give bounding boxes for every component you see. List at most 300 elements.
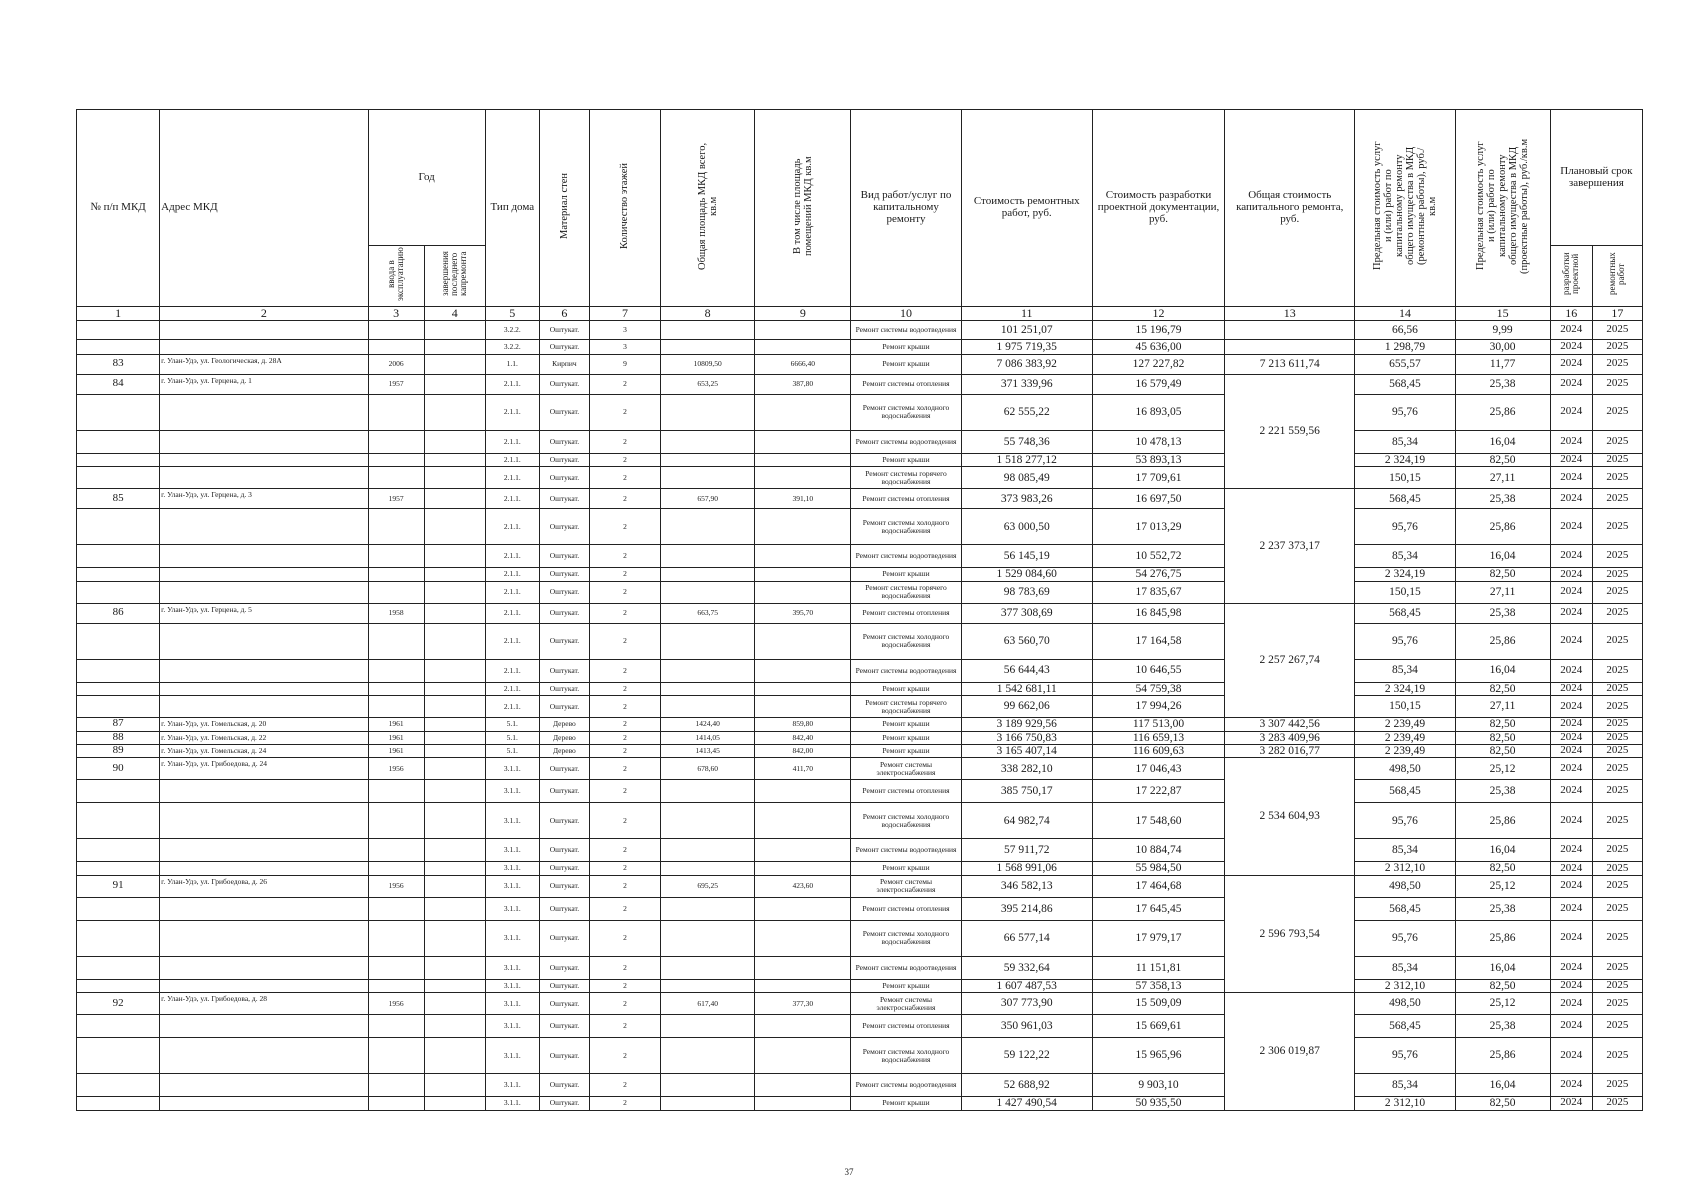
year-last-repair-cell <box>424 780 485 803</box>
wall-material-cell: Оштукат. <box>539 509 589 545</box>
term-design-cell: 2024 <box>1550 1038 1592 1074</box>
column-number: 12 <box>1092 306 1224 320</box>
table-row <box>77 603 1643 623</box>
limit-design-cell: 25,38 <box>1455 374 1550 394</box>
header-floors: Количество этажей <box>589 110 660 307</box>
work-type-cell: Ремонт системы отопления <box>851 603 961 623</box>
wall-material-cell: Оштукат. <box>539 467 589 489</box>
year-commissioning-cell <box>368 979 424 992</box>
total-cost-cell: 3 283 409,96 <box>1225 731 1355 744</box>
premises-area-cell <box>755 1097 851 1110</box>
design-cost-cell: 16 579,49 <box>1092 374 1224 394</box>
term-design-cell: 2024 <box>1550 603 1592 623</box>
year-commissioning-cell <box>368 581 424 603</box>
repair-cost-cell: 63 560,70 <box>961 623 1092 659</box>
address-cell <box>160 1015 368 1038</box>
repair-cost-cell: 52 688,92 <box>961 1074 1092 1097</box>
wall-material-cell: Оштукат. <box>539 581 589 603</box>
term-repair-cell: 2025 <box>1592 875 1642 897</box>
year-last-repair-cell <box>424 1038 485 1074</box>
house-type-cell: 2.1.1. <box>485 581 539 603</box>
limit-repair-cell: 85,34 <box>1355 430 1455 453</box>
term-design-cell: 2024 <box>1550 780 1592 803</box>
design-cost-cell: 127 227,82 <box>1092 354 1224 374</box>
column-number: 11 <box>961 306 1092 320</box>
limit-design-cell: 25,86 <box>1455 920 1550 956</box>
premises-area-cell <box>755 430 851 453</box>
year-commissioning-cell: 1961 <box>368 731 424 744</box>
term-design-cell: 2024 <box>1550 581 1592 603</box>
premises-area-cell <box>755 682 851 695</box>
limit-design-cell: 16,04 <box>1455 839 1550 862</box>
work-type-cell: Ремонт системы электроснабжения <box>851 875 961 897</box>
page-number: 37 <box>844 1167 854 1177</box>
limit-design-cell: 27,11 <box>1455 696 1550 718</box>
wall-material-cell: Оштукат. <box>539 696 589 718</box>
mkd-number-cell <box>77 1015 160 1038</box>
term-repair-cell: 2025 <box>1592 803 1642 839</box>
year-commissioning-cell <box>368 956 424 979</box>
term-design-cell: 2024 <box>1550 1097 1592 1110</box>
address-cell <box>160 780 368 803</box>
term-design-cell: 2024 <box>1550 453 1592 466</box>
premises-area-cell <box>755 581 851 603</box>
mkd-number-cell <box>77 979 160 992</box>
limit-repair-cell: 66,56 <box>1355 320 1455 339</box>
mkd-number-cell: 89 <box>77 744 160 757</box>
table-row <box>77 394 1643 430</box>
year-commissioning-cell <box>368 862 424 875</box>
repair-cost-cell: 1 529 084,60 <box>961 568 1092 581</box>
house-type-cell: 2.1.1. <box>485 623 539 659</box>
limit-design-cell: 82,50 <box>1455 682 1550 695</box>
repair-cost-cell: 307 773,90 <box>961 993 1092 1015</box>
year-last-repair-cell <box>424 603 485 623</box>
limit-repair-cell: 2 312,10 <box>1355 862 1455 875</box>
address-cell: г. Улан-Удэ, ул. Грибоедова, д. 28 <box>160 993 368 1015</box>
mkd-number-cell <box>77 862 160 875</box>
mkd-number-cell <box>77 956 160 979</box>
repair-cost-cell: 371 339,96 <box>961 374 1092 394</box>
address-cell <box>160 956 368 979</box>
floors-cell: 3 <box>589 339 660 354</box>
house-type-cell: 3.1.1. <box>485 839 539 862</box>
design-cost-cell: 17 013,29 <box>1092 509 1224 545</box>
wall-material-cell: Оштукат. <box>539 897 589 920</box>
table-row <box>77 1097 1643 1110</box>
floors-cell: 2 <box>589 623 660 659</box>
wall-material-cell: Оштукат. <box>539 568 589 581</box>
year-last-repair-cell <box>424 374 485 394</box>
work-type-cell: Ремонт системы горячего водоснабжения <box>851 467 961 489</box>
premises-area-cell <box>755 623 851 659</box>
term-repair-cell: 2025 <box>1592 758 1642 780</box>
term-repair-cell: 2025 <box>1592 920 1642 956</box>
repair-cost-cell: 57 911,72 <box>961 839 1092 862</box>
header-mkd-number: № п/п МКД <box>77 110 160 307</box>
year-commissioning-cell: 2006 <box>368 354 424 374</box>
year-commissioning-cell: 1956 <box>368 875 424 897</box>
mkd-number-cell <box>77 780 160 803</box>
address-cell <box>160 682 368 695</box>
work-type-cell: Ремонт системы водоотведения <box>851 956 961 979</box>
total-area-cell <box>661 780 755 803</box>
address-cell: г. Улан-Удэ, ул. Геологическая, д. 28А <box>160 354 368 374</box>
term-design-cell: 2024 <box>1550 394 1592 430</box>
total-area-cell: 678,60 <box>661 758 755 780</box>
header-limit-design: Предельная стоимость услуг и (или) работ по капитальному ремонту общего имущества в МКД (проектные работы), руб./кв.м <box>1455 110 1550 307</box>
limit-repair-cell: 2 324,19 <box>1355 682 1455 695</box>
term-design-cell: 2024 <box>1550 320 1592 339</box>
table-row <box>77 489 1643 509</box>
year-last-repair-cell <box>424 659 485 682</box>
term-design-cell: 2024 <box>1550 1074 1592 1097</box>
repair-cost-cell: 98 085,49 <box>961 467 1092 489</box>
limit-repair-cell: 498,50 <box>1355 758 1455 780</box>
premises-area-cell <box>755 545 851 568</box>
work-type-cell: Ремонт системы отопления <box>851 374 961 394</box>
term-repair-cell: 2025 <box>1592 897 1642 920</box>
year-last-repair-cell <box>424 920 485 956</box>
year-last-repair-cell <box>424 979 485 992</box>
work-type-cell: Ремонт системы холодного водоснабжения <box>851 623 961 659</box>
term-design-cell: 2024 <box>1550 545 1592 568</box>
premises-area-cell <box>755 920 851 956</box>
floors-cell: 2 <box>589 682 660 695</box>
floors-cell: 2 <box>589 897 660 920</box>
premises-area-cell <box>755 956 851 979</box>
address-cell <box>160 453 368 466</box>
year-commissioning-cell <box>368 623 424 659</box>
floors-cell: 2 <box>589 489 660 509</box>
wall-material-cell: Кирпич <box>539 354 589 374</box>
limit-repair-cell: 150,15 <box>1355 581 1455 603</box>
total-area-cell: 657,90 <box>661 489 755 509</box>
work-type-cell: Ремонт системы холодного водоснабжения <box>851 1038 961 1074</box>
repair-cost-cell: 99 662,06 <box>961 696 1092 718</box>
header-planned-term: Плановый срок завершения <box>1550 110 1642 246</box>
header-address: Адрес МКД <box>160 110 368 307</box>
address-cell <box>160 803 368 839</box>
year-commissioning-cell <box>368 659 424 682</box>
repair-cost-cell: 64 982,74 <box>961 803 1092 839</box>
header-repair-cost: Стоимость ремонтных работ, руб. <box>961 110 1092 307</box>
mkd-number-cell: 90 <box>77 758 160 780</box>
year-commissioning-cell <box>368 920 424 956</box>
wall-material-cell: Оштукат. <box>539 430 589 453</box>
limit-design-cell: 11,77 <box>1455 354 1550 374</box>
year-commissioning-cell: 1958 <box>368 603 424 623</box>
repair-cost-cell: 395 214,86 <box>961 897 1092 920</box>
year-commissioning-cell <box>368 1015 424 1038</box>
column-number: 14 <box>1355 306 1455 320</box>
repair-cost-cell: 59 122,22 <box>961 1038 1092 1074</box>
floors-cell: 2 <box>589 374 660 394</box>
work-type-cell: Ремонт системы отопления <box>851 489 961 509</box>
house-type-cell: 2.1.1. <box>485 374 539 394</box>
table-row <box>77 956 1643 979</box>
mkd-number-cell: 84 <box>77 374 160 394</box>
wall-material-cell: Оштукат. <box>539 545 589 568</box>
address-cell <box>160 509 368 545</box>
limit-repair-cell: 568,45 <box>1355 489 1455 509</box>
premises-area-cell <box>755 320 851 339</box>
house-type-cell: 3.1.1. <box>485 956 539 979</box>
house-type-cell: 2.1.1. <box>485 603 539 623</box>
limit-design-cell: 27,11 <box>1455 581 1550 603</box>
table-row <box>77 320 1643 339</box>
year-last-repair-cell <box>424 623 485 659</box>
total-cost-cell: 2 596 793,54 <box>1225 875 1355 992</box>
floors-cell: 2 <box>589 603 660 623</box>
premises-area-cell: 395,70 <box>755 603 851 623</box>
column-number: 4 <box>424 306 485 320</box>
term-repair-cell: 2025 <box>1592 682 1642 695</box>
year-commissioning-cell <box>368 568 424 581</box>
limit-design-cell: 27,11 <box>1455 467 1550 489</box>
mkd-number-cell <box>77 568 160 581</box>
premises-area-cell <box>755 453 851 466</box>
year-commissioning-cell: 1957 <box>368 374 424 394</box>
premises-area-cell <box>755 1074 851 1097</box>
mkd-number-cell <box>77 682 160 695</box>
total-area-cell <box>661 1074 755 1097</box>
column-number: 6 <box>539 306 589 320</box>
wall-material-cell: Оштукат. <box>539 374 589 394</box>
year-last-repair-cell <box>424 1097 485 1110</box>
premises-area-cell: 387,80 <box>755 374 851 394</box>
year-commissioning-cell: 1956 <box>368 993 424 1015</box>
column-number: 5 <box>485 306 539 320</box>
limit-repair-cell: 568,45 <box>1355 374 1455 394</box>
limit-design-cell: 25,86 <box>1455 509 1550 545</box>
house-type-cell: 2.1.1. <box>485 659 539 682</box>
wall-material-cell: Оштукат. <box>539 920 589 956</box>
address-cell <box>160 430 368 453</box>
table-row <box>77 803 1643 839</box>
design-cost-cell: 11 151,81 <box>1092 956 1224 979</box>
wall-material-cell: Оштукат. <box>539 320 589 339</box>
floors-cell: 2 <box>589 803 660 839</box>
floors-cell: 2 <box>589 1038 660 1074</box>
floors-cell: 2 <box>589 979 660 992</box>
header-design-cost: Стоимость разработки проектной документации, руб. <box>1092 110 1224 307</box>
term-design-cell: 2024 <box>1550 839 1592 862</box>
table-row <box>77 659 1643 682</box>
column-number: 17 <box>1592 306 1642 320</box>
limit-design-cell: 25,86 <box>1455 394 1550 430</box>
floors-cell: 2 <box>589 744 660 757</box>
term-repair-cell: 2025 <box>1592 545 1642 568</box>
address-cell <box>160 696 368 718</box>
year-commissioning-cell: 1961 <box>368 718 424 731</box>
house-type-cell: 3.1.1. <box>485 1015 539 1038</box>
limit-design-cell: 9,99 <box>1455 320 1550 339</box>
year-commissioning-cell <box>368 467 424 489</box>
year-last-repair-cell <box>424 696 485 718</box>
limit-design-cell: 25,12 <box>1455 875 1550 897</box>
limit-design-cell: 82,50 <box>1455 718 1550 731</box>
mkd-number-cell <box>77 920 160 956</box>
limit-repair-cell: 85,34 <box>1355 1074 1455 1097</box>
wall-material-cell: Оштукат. <box>539 1097 589 1110</box>
repair-cost-cell: 1 427 490,54 <box>961 1097 1092 1110</box>
wall-material-cell: Оштукат. <box>539 956 589 979</box>
term-design-cell: 2024 <box>1550 467 1592 489</box>
work-type-cell: Ремонт крыши <box>851 453 961 466</box>
year-last-repair-cell <box>424 320 485 339</box>
address-cell: г. Улан-Удэ, ул. Грибоедова, д. 26 <box>160 875 368 897</box>
design-cost-cell: 10 646,55 <box>1092 659 1224 682</box>
work-type-cell: Ремонт системы холодного водоснабжения <box>851 509 961 545</box>
limit-repair-cell: 85,34 <box>1355 839 1455 862</box>
design-cost-cell: 45 636,00 <box>1092 339 1224 354</box>
term-repair-cell: 2025 <box>1592 374 1642 394</box>
table-row <box>77 1074 1643 1097</box>
limit-repair-cell: 568,45 <box>1355 603 1455 623</box>
column-number: 8 <box>661 306 755 320</box>
wall-material-cell: Оштукат. <box>539 1038 589 1074</box>
term-repair-cell: 2025 <box>1592 509 1642 545</box>
work-type-cell: Ремонт системы отопления <box>851 1015 961 1038</box>
table-row <box>77 430 1643 453</box>
mkd-number-cell <box>77 696 160 718</box>
design-cost-cell: 116 609,63 <box>1092 744 1224 757</box>
total-area-cell <box>661 581 755 603</box>
premises-area-cell <box>755 394 851 430</box>
house-type-cell: 1.1. <box>485 354 539 374</box>
work-type-cell: Ремонт крыши <box>851 568 961 581</box>
header-total-area: Общая площадь МКД всего, кв.м <box>661 110 755 307</box>
premises-area-cell <box>755 339 851 354</box>
year-commissioning-cell <box>368 682 424 695</box>
floors-cell: 2 <box>589 1074 660 1097</box>
year-last-repair-cell <box>424 545 485 568</box>
repair-cost-cell: 1 568 991,06 <box>961 862 1092 875</box>
house-type-cell: 2.1.1. <box>485 696 539 718</box>
work-type-cell: Ремонт системы холодного водоснабжения <box>851 920 961 956</box>
limit-design-cell: 16,04 <box>1455 956 1550 979</box>
table-row <box>77 744 1643 757</box>
repair-cost-cell: 3 189 929,56 <box>961 718 1092 731</box>
year-commissioning-cell <box>368 453 424 466</box>
year-commissioning-cell <box>368 1097 424 1110</box>
table-row <box>77 509 1643 545</box>
floors-cell: 2 <box>589 453 660 466</box>
wall-material-cell: Оштукат. <box>539 682 589 695</box>
wall-material-cell: Оштукат. <box>539 623 589 659</box>
mkd-number-cell <box>77 339 160 354</box>
total-area-cell <box>661 862 755 875</box>
year-last-repair-cell <box>424 509 485 545</box>
limit-repair-cell: 498,50 <box>1355 875 1455 897</box>
year-last-repair-cell <box>424 862 485 875</box>
work-type-cell: Ремонт системы холодного водоснабжения <box>851 394 961 430</box>
premises-area-cell: 411,70 <box>755 758 851 780</box>
wall-material-cell: Оштукат. <box>539 453 589 466</box>
header-wall-material: Материал стен <box>539 110 589 307</box>
work-type-cell: Ремонт системы горячего водоснабжения <box>851 581 961 603</box>
table-row <box>77 467 1643 489</box>
premises-area-cell <box>755 659 851 682</box>
table-row <box>77 780 1643 803</box>
limit-repair-cell: 85,34 <box>1355 956 1455 979</box>
repair-cost-cell: 66 577,14 <box>961 920 1092 956</box>
total-cost-cell: 2 534 604,93 <box>1225 758 1355 875</box>
address-cell <box>160 979 368 992</box>
year-last-repair-cell <box>424 394 485 430</box>
design-cost-cell: 16 845,98 <box>1092 603 1224 623</box>
limit-design-cell: 82,50 <box>1455 453 1550 466</box>
design-cost-cell: 17 222,87 <box>1092 780 1224 803</box>
term-design-cell: 2024 <box>1550 374 1592 394</box>
wall-material-cell: Оштукат. <box>539 1015 589 1038</box>
house-type-cell: 3.1.1. <box>485 920 539 956</box>
house-type-cell: 3.1.1. <box>485 862 539 875</box>
floors-cell: 2 <box>589 875 660 897</box>
limit-repair-cell: 2 324,19 <box>1355 453 1455 466</box>
house-type-cell: 2.1.1. <box>485 545 539 568</box>
mkd-number-cell <box>77 1038 160 1074</box>
house-type-cell: 3.1.1. <box>485 758 539 780</box>
year-commissioning-cell <box>368 430 424 453</box>
table-row <box>77 696 1643 718</box>
year-commissioning-cell <box>368 803 424 839</box>
table-row <box>77 875 1643 897</box>
limit-design-cell: 82,50 <box>1455 568 1550 581</box>
work-type-cell: Ремонт крыши <box>851 862 961 875</box>
year-last-repair-cell <box>424 744 485 757</box>
wall-material-cell: Оштукат. <box>539 758 589 780</box>
limit-design-cell: 16,04 <box>1455 545 1550 568</box>
repair-cost-cell: 1 975 719,35 <box>961 339 1092 354</box>
design-cost-cell: 17 548,60 <box>1092 803 1224 839</box>
floors-cell: 2 <box>589 731 660 744</box>
repair-cost-cell: 373 983,26 <box>961 489 1092 509</box>
premises-area-cell <box>755 568 851 581</box>
address-cell <box>160 1074 368 1097</box>
floors-cell: 2 <box>589 993 660 1015</box>
premises-area-cell: 842,00 <box>755 744 851 757</box>
year-commissioning-cell <box>368 1074 424 1097</box>
work-type-cell: Ремонт системы водоотведения <box>851 659 961 682</box>
house-type-cell: 3.1.1. <box>485 1074 539 1097</box>
floors-cell: 3 <box>589 320 660 339</box>
table-row <box>77 545 1643 568</box>
wall-material-cell: Дерево <box>539 731 589 744</box>
limit-repair-cell: 85,34 <box>1355 659 1455 682</box>
term-design-cell: 2024 <box>1550 623 1592 659</box>
limit-repair-cell: 95,76 <box>1355 509 1455 545</box>
design-cost-cell: 17 645,45 <box>1092 897 1224 920</box>
total-area-cell <box>661 696 755 718</box>
term-repair-cell: 2025 <box>1592 489 1642 509</box>
limit-design-cell: 82,50 <box>1455 862 1550 875</box>
repair-cost-cell: 377 308,69 <box>961 603 1092 623</box>
mkd-number-cell <box>77 897 160 920</box>
total-area-cell <box>661 920 755 956</box>
design-cost-cell: 10 552,72 <box>1092 545 1224 568</box>
limit-design-cell: 25,86 <box>1455 623 1550 659</box>
mkd-number-cell <box>77 1074 160 1097</box>
address-cell <box>160 339 368 354</box>
term-repair-cell: 2025 <box>1592 1038 1642 1074</box>
term-design-cell: 2024 <box>1550 875 1592 897</box>
limit-design-cell: 82,50 <box>1455 979 1550 992</box>
house-type-cell: 2.1.1. <box>485 509 539 545</box>
term-repair-cell: 2025 <box>1592 354 1642 374</box>
table-row <box>77 339 1643 354</box>
